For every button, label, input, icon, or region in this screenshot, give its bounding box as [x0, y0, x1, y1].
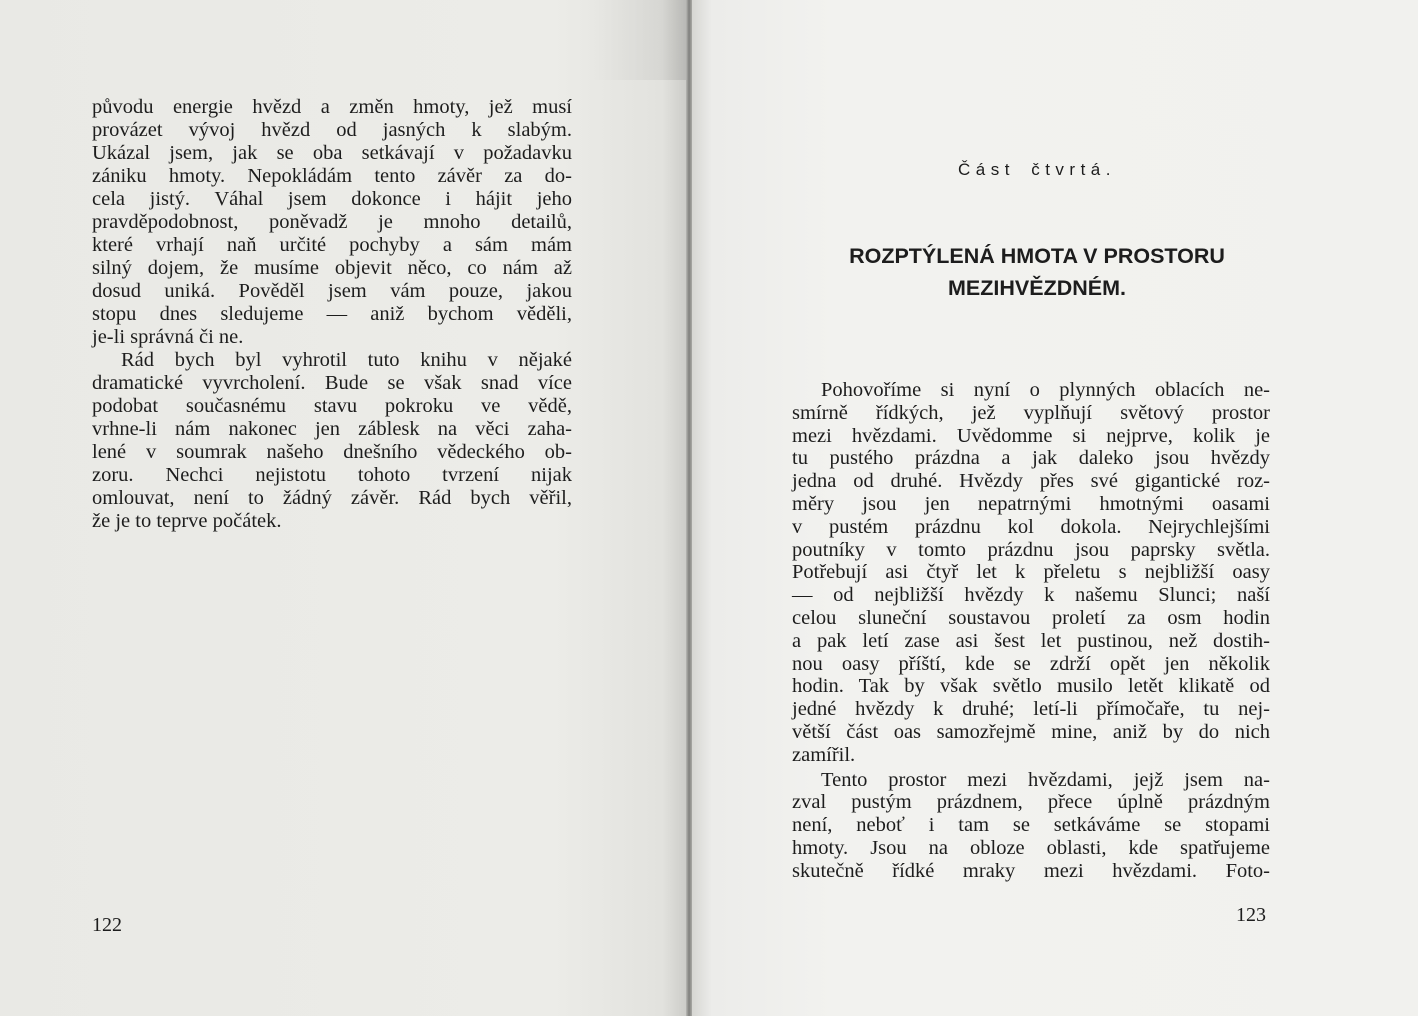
text-line: nou oasy příští, kde se zdrží opět jen několik: [792, 652, 1270, 675]
text-line: silný dojem, že musíme objevit něco, co nám až: [92, 257, 572, 279]
page-crease: [590, 0, 690, 80]
text-line: Tento prostor mezi hvězdami, jejž jsem na-: [821, 768, 1270, 791]
paragraph: [792, 769, 1270, 883]
text-line: zamířil.: [792, 743, 856, 766]
text-line: jedna od druhé. Hvězdy přes své gigantické roz-: [792, 470, 1270, 493]
text-line: Ukázal jsem, jak se oba setkávají v požadavku: [92, 142, 572, 164]
text-line: vrhne-li nám nakonec jen záblesk na věci zaha-: [92, 418, 572, 440]
text-line: Pohovoříme si nyní o plynných oblacích ne-: [821, 379, 1270, 401]
page-number-left: 122: [92, 914, 122, 936]
text-line: mezi hvězdami. Uvědomme si nejprve, kolik je: [792, 424, 1270, 447]
text-line: pravděpodobnost, poněvadž je mnoho detailů,: [92, 211, 572, 233]
book-gutter: [686, 0, 692, 1016]
left-page-body: [92, 96, 572, 533]
text-line: zval pustým prázdnem, přece úplně prázdným: [792, 791, 1270, 814]
chapter-heading-line: ROZPTÝLENÁ HMOTA V PROSTORU: [849, 244, 1225, 268]
part-title: Část čtvrtá.: [958, 160, 1116, 179]
text-line: stopu dnes sledujeme — aniž bychom věděli,: [92, 303, 572, 325]
text-line: které vrhají naň určité pochyby a sám mám: [92, 234, 572, 256]
text-line: zoru. Nechci nejistotu tohoto tvrzení nijak: [92, 464, 572, 486]
text-line: jedné hvězdy k druhé; letí-li přímočaře, tu nej-: [792, 698, 1270, 721]
text-line: cela jistý. Váhal jsem dokonce i hájit jeho: [92, 188, 572, 210]
text-line: hodin. Tak by však světlo musilo letět klikatě od: [792, 675, 1270, 698]
text-line: a pak letí zase asi šest let pustinou, než dostih-: [792, 629, 1270, 652]
text-line: tu pustého prázdna a jak daleko jsou hvězdy: [792, 447, 1270, 470]
text-line: zániku hmoty. Nepokládám tento závěr za do-: [92, 165, 572, 187]
text-line: není, neboť i tam se setkáváme se stopami: [792, 814, 1270, 837]
text-line: je-li správná či ne.: [92, 326, 244, 348]
text-line: provázet vývoj hvězd od jasných k slabým.: [92, 119, 572, 141]
text-line: dosud uniká. Pověděl jsem vám pouze, jakou: [92, 280, 572, 302]
text-line: že je to teprve počátek.: [92, 510, 282, 532]
text-line: celou sluneční soustavou proletí za osm hodin: [792, 606, 1270, 629]
text-line: poutníky v tomto prázdnu jsou paprsky světla.: [792, 538, 1270, 561]
page-number-right: 123: [1236, 904, 1266, 926]
text-line: — od nejbližší hvězdy k našemu Slunci; naší: [792, 584, 1270, 607]
text-line: dramatické vyvrcholení. Bude se však snad více: [92, 372, 572, 394]
text-line: omlouvat, není to žádný závěr. Rád bych věřil,: [92, 487, 572, 509]
text-line: skutečně řídké mraky mezi hvězdami. Foto-: [792, 859, 1270, 882]
text-line: větší část oas samozřejmě mine, aniž by do nich: [792, 720, 1270, 743]
paragraph: [792, 379, 1270, 767]
chapter-heading: [792, 240, 1282, 304]
text-line: měry jsou jen nepatrnými hmotnými oasami: [792, 492, 1270, 515]
text-line: původu energie hvězd a změn hmoty, jež musí: [92, 96, 572, 118]
text-line: podobat současnému stavu pokroku ve vědě,: [92, 395, 572, 417]
right-page-body: [792, 379, 1270, 883]
text-line: Potřebují asi čtyř let k přeletu s nejbližší oasy: [792, 561, 1270, 584]
text-line: hmoty. Jsou na obloze oblasti, kde spatřujeme: [792, 836, 1270, 859]
chapter-heading-line: MEZIHVĚZDNÉM.: [948, 276, 1126, 300]
text-line: smírně řídkých, jež vyplňují světový prostor: [792, 401, 1270, 424]
text-line: v pustém prázdnu kol dokola. Nejrychlejšími: [792, 515, 1270, 538]
text-line: Rád bych byl vyhrotil tuto knihu v nějaké: [121, 349, 572, 371]
text-line: lené v soumrak našeho dnešního vědeckého ob-: [92, 441, 572, 463]
